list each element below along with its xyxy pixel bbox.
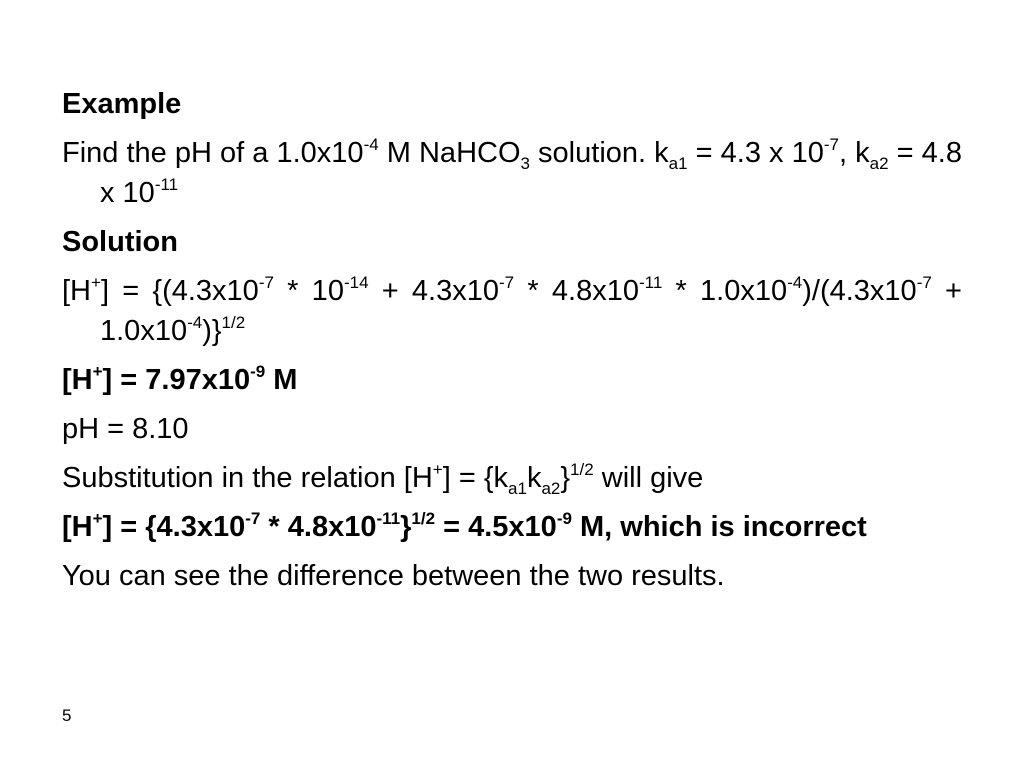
problem-statement: Find the pH of a $1.0x10^{-4}$ M NaHCO$_3$ solution. $k_{a1} = 4.3$ x $10^{-7}$, $k_{a2} = 4.8$ x $10^{-11}$ bbox=[62, 135, 962, 209]
page-number: 5 bbox=[62, 706, 72, 725]
ph-result: pH = 8.10 bbox=[62, 413, 189, 445]
slide-content bbox=[62, 84, 962, 605]
h-ion-formula: $[H^+] = \{(4.3x10^{-7} * 10^{-14} + 4.3x10^{-7} * 4.8x10^{-11} * 1.0x10^{-4})/(4.3x10^{-7} + 1.0x10^{-4})\}^{1/2}$ bbox=[62, 273, 962, 347]
conclusion-text: You can see the difference between the two results. bbox=[62, 560, 725, 592]
incorrect-result: $[H^+] = \{4.3x10^{-7} * 4.8x10^{-11}\}^{1/2} = 4.5x10^{-9}$ M, which is incorrect bbox=[62, 509, 867, 543]
solution-heading: Solution bbox=[62, 226, 178, 258]
example-heading: Example bbox=[62, 88, 182, 120]
h-ion-result: $[H^+] = 7.97x10^{-9}$ M bbox=[62, 362, 298, 396]
substitution-statement: Substitution in the relation $[H^+] = \{k_{a1}k_{a2}\}^{1/2}$ will give bbox=[62, 460, 704, 498]
